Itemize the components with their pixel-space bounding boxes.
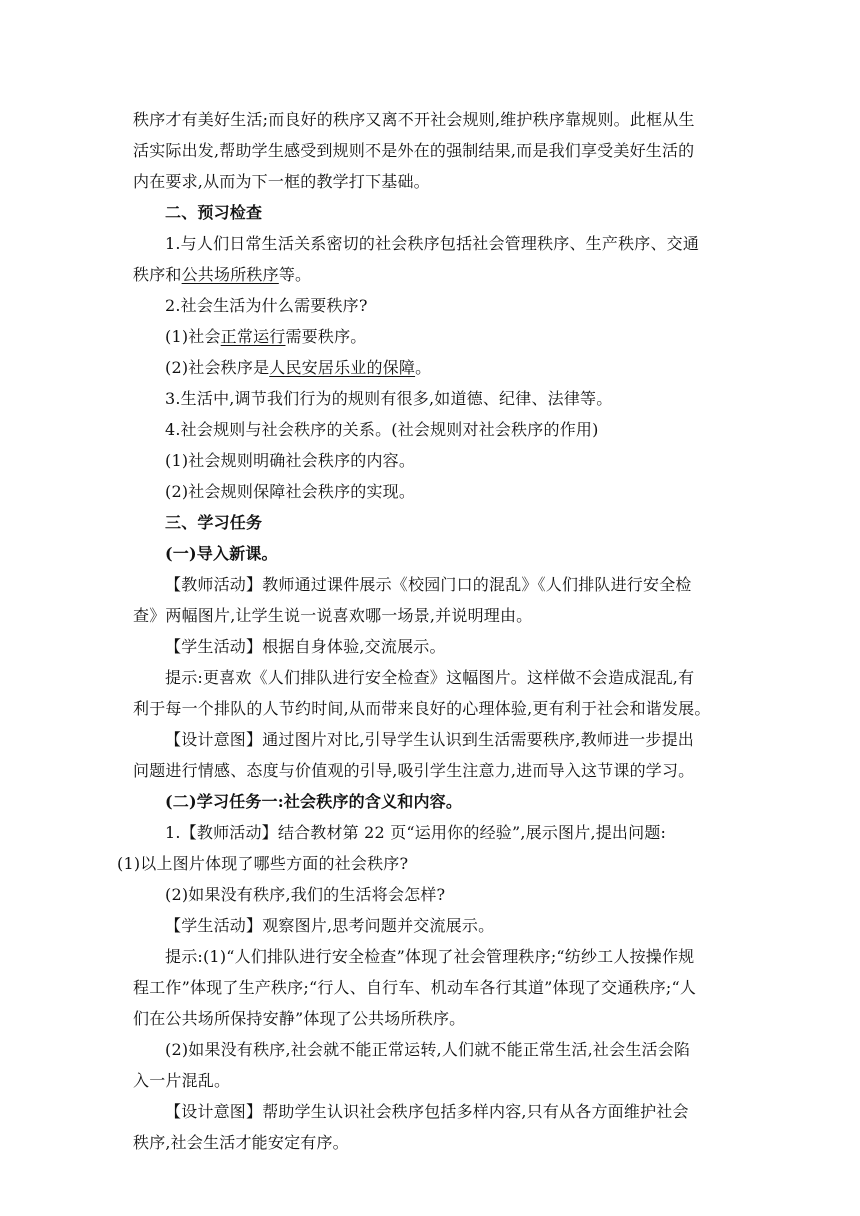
text: 需要秩序。	[285, 327, 367, 346]
design-intent-2-line-1: 【设计意图】帮助学生认识社会秩序包括多样内容,只有从各方面维护社会	[165, 1102, 689, 1121]
hint-2-line-3: 们在公共场所保持安静”体现了公共场所秩序。	[133, 1009, 466, 1028]
intro-line-2: 活实际出发,帮助学生感受到规则不是外在的强制结果,而是我们享受美好生活的	[133, 141, 695, 160]
text: 。	[415, 358, 432, 377]
preview-q3: 3.生活中,调节我们行为的规则有很多,如道德、纪律、法律等。	[165, 389, 613, 408]
document-page	[117, 104, 733, 1158]
student-activity-2: 【学生活动】观察图片,思考问题并交流展示。	[165, 916, 495, 935]
teacher-activity-1-line-1: 【教师活动】教师通过课件展示《校园门口的混乱》《人们排队进行安全检	[165, 575, 692, 594]
text: (2)社会秩序是	[165, 358, 270, 377]
intro-line-3: 内在要求,从而为下一框的教学打下基础。	[133, 172, 430, 191]
answer-blank: 正常运行	[220, 327, 286, 346]
intro-line-1: 秩序才有美好生活;而良好的秩序又离不开社会规则,维护秩序靠规则。此框从生	[133, 110, 695, 129]
tasks-heading: 三、学习任务	[165, 513, 263, 532]
student-activity-1: 【学生活动】根据自身体验,交流展示。	[165, 637, 446, 656]
design-intent-1-line-1: 【设计意图】通过图片对比,引导学生认识到生活需要秩序,教师进一步提出	[165, 730, 694, 749]
preview-q2-answer-1	[133, 321, 733, 352]
hint-2-line-5: 入一片混乱。	[133, 1071, 231, 1090]
tasks-subheading-2: (二)学习任务一:社会秩序的含义和内容。	[165, 792, 463, 811]
hint-1-line-1: 提示:更喜欢《人们排队进行安全检查》这幅图片。这样做不会造成混乱,有	[165, 668, 695, 687]
hint-2-line-2: 程工作”体现了生产秩序;“行人、自行车、机动车各行其道”体现了交通秩序;“人	[133, 978, 697, 997]
answer-blank: 公共场所秩序	[181, 265, 279, 284]
preview-q1-line-1: 1.与人们日常生活关系密切的社会秩序包括社会管理秩序、生产秩序、交通	[165, 234, 700, 253]
preview-q2-answer-2	[133, 352, 733, 383]
text: 秩序和	[133, 265, 182, 284]
answer-blank: 人民安居乐业的保障	[269, 358, 416, 377]
preview-q4: 4.社会规则与社会秩序的关系。(社会规则对社会秩序的作用)	[165, 420, 599, 439]
preview-q1-line-2	[133, 259, 733, 290]
text: (1)社会	[165, 327, 221, 346]
preview-q4-answer-1: (1)社会规则明确社会秩序的内容。	[165, 451, 416, 470]
design-intent-1-line-2: 问题进行情感、态度与价值观的引导,吸引学生注意力,进而导入这节课的学习。	[133, 761, 695, 780]
teacher-activity-1-line-2: 查》两幅图片,让学生说一说喜欢哪一场景,并说明理由。	[133, 606, 533, 625]
hint-2-line-4: (2)如果没有秩序,社会就不能正常运转,人们就不能正常生活,社会生活会陷	[165, 1040, 691, 1059]
preview-q4-answer-2: (2)社会规则保障社会秩序的实现。	[165, 482, 416, 501]
hint-2-line-1: 提示:(1)“人们排队进行安全检查”体现了社会管理秩序;“纺纱工人按操作规	[165, 947, 695, 966]
teacher-activity-2-question-1: (1)以上图片体现了哪些方面的社会秩序?	[117, 854, 409, 873]
preview-q2: 2.社会生活为什么需要秩序?	[165, 296, 368, 315]
hint-1-line-2: 利于每一个排队的人节约时间,从而带来良好的心理体验,更有利于社会和谐发展。	[133, 699, 711, 718]
text: 等。	[278, 265, 312, 284]
preview-heading: 二、预习检查	[165, 203, 263, 222]
tasks-subheading-1: (一)导入新课。	[165, 544, 278, 563]
teacher-activity-2-question-2: (2)如果没有秩序,我们的生活将会怎样?	[165, 885, 446, 904]
teacher-activity-2-line-1: 1.【教师活动】结合教材第 22 页“运用你的经验”,展示图片,提出问题:	[165, 823, 667, 842]
design-intent-2-line-2: 秩序,社会生活才能安定有序。	[133, 1133, 349, 1152]
